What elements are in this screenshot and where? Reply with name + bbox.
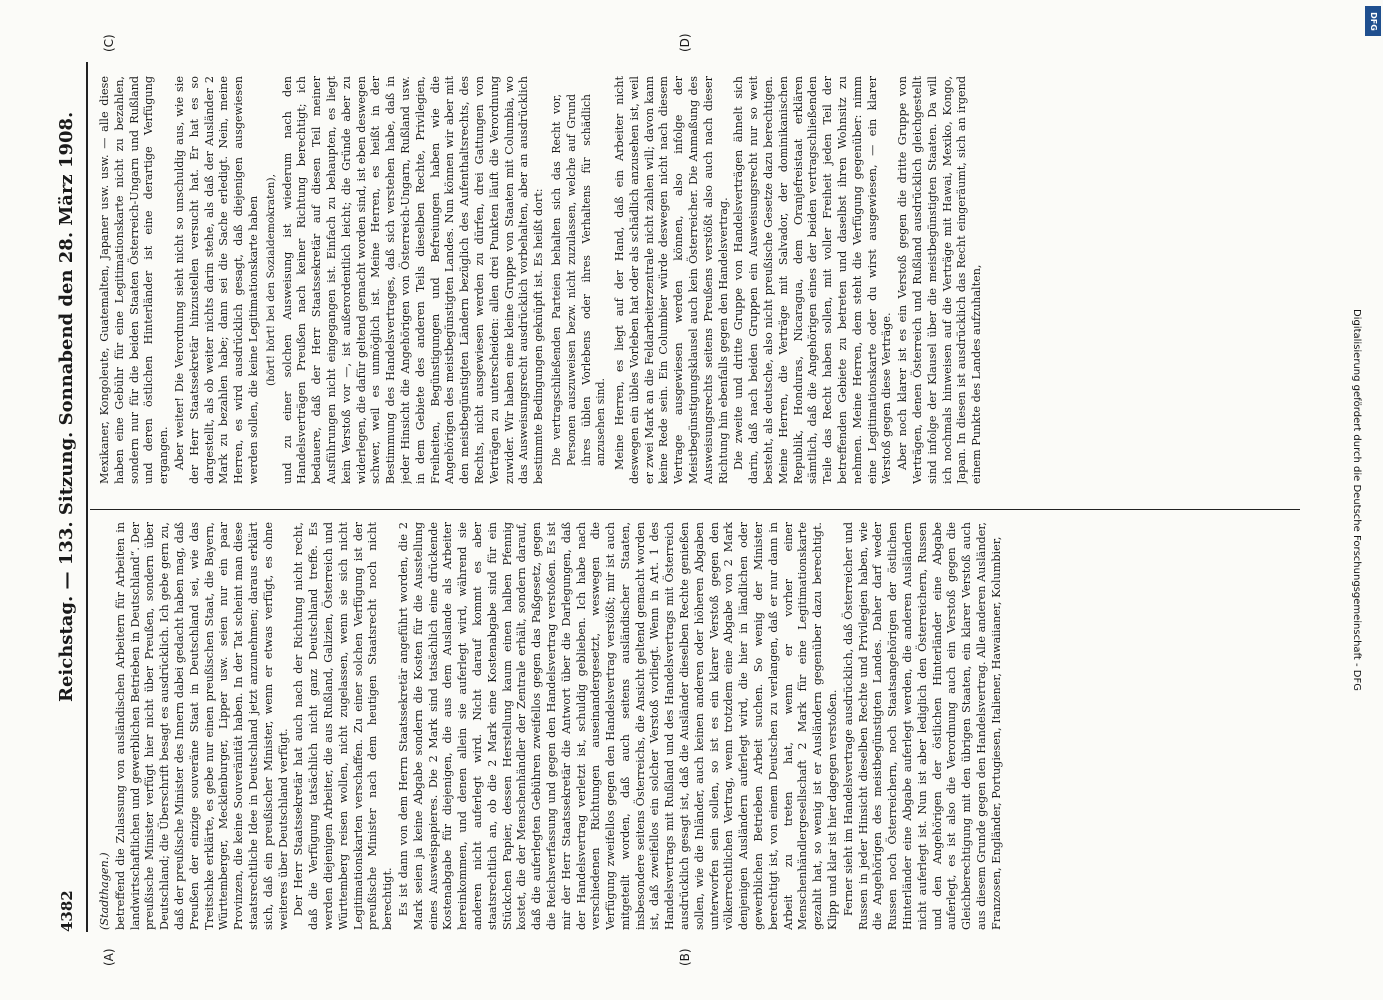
margin-marker-a: (A) — [101, 948, 116, 966]
header-rule — [86, 62, 88, 932]
dfg-logo — [1365, 6, 1381, 36]
paragraph: Es ist dann von dem Herrn Staatssekretär angeführt worden, die 2 Mark seien ja keine Abgabe sondern die Kosten für die Ausstellung eines Ausweispapieres. Die 2 Mark sind tatsächlich eine drückende Kostenabgabe für diejenigen, die aus dem Auslande als Arbeiter hereinkommen, und denen allein sie auferlegt wird, während sie anderen nicht auferlegt wird. Nicht darauf kommt es aber staatsrechtlich an, ob die 2 Mark eine Kostenabgabe sind für ein Stückchen Papier, dessen Herstellung kaum einen halben Pfennig kostet, die der Menschenhändler der Zentrale erhält, sondern darauf, daß die auferlegten Gebühren zweifellos gegen das Paßgesetz, gegen die Reichsverfassung und gegen den Handelsvertrag verstoßen. Es ist mir der Herr Staatssekretär die Antwort über die Darlegungen, daß der Handelsvertrag verletzt ist, schuldig geblieben. Ich habe nach verschiedenen Richtungen auseinandergesetzt, weswegen die Verfügung zweifellos gegen den Handelsvertrag verstößt; mir ist auch mitgeteilt worden, daß auch seitens ausländischer Staaten, insbesondere seitens Österreichs, die Ansicht geltend gemacht worden ist, daß zweifellos ein solcher Verstoß vorliegt. Wenn in Art. 1 des Handelsvertrags mit Rußland und des Handelsvertrags mit Österreich ausdrücklich gesagt ist, daß die Ausländer dieselben Rechte genießen sollen, wie die Inländer, auch keinen anderen oder höheren Abgaben unterworfen sein sollen, so ist es ein klarer Verstoß gegen den völkerrechtlichen Vertrag, wenn trotzdem eine Abgabe von 2 Mark denjenigen Ausländern auferlegt wird, die hier in ländlichen oder gewerblichen Betrieben Arbeit suchen. So wenig der Minister berechtigt ist, von einem Deutschen zu verlangen, daß er nur dann in Arbeit zu treten hat, wenn er vorher einer Menschenhändlergesellschaft 2 Mark für eine Legitimationskarte gezahlt hat, so wenig ist er Ausländern gegenüber dazu berechtigt. Klipp und klar ist hier dagegen verstoßen. — [396, 522, 839, 930]
margin-marker-b: (B) — [677, 948, 692, 966]
digitization-credit: Digitalisierung gefördert durch die Deutsche Forschungsgemeinschaft - DFG — [1351, 308, 1362, 691]
paragraph: Aber noch klarer ist es ein Verstoß gegen die dritte Gruppe von Verträgen, denen Österreich und Rußland ausdrücklich gleichgestellt sind infolge der Klausel über die meistbegünstigten Staaten. Da will ich nochmals hinweisen auf die Verträge mit Hawai, Mexiko, Kongo, Japan. In diesen ist ausdrücklich das Recht eingeräumt, sich an irgend einem Punkte des Landes aufzuhalten, — [895, 76, 983, 484]
paragraph: Mexikaner, Kongoleute, Guatemalten, Japaner usw. usw. — alle diese haben eine Gebühr für eine Legitimationskarte nicht zu bezahlen, sondern nur für die beiden Staaten Österreich-Ungarn und Rußland und deren östlichen Hinterländer ist eine derartige Verfügung ergangen. — [97, 76, 170, 484]
margin-marker-d: (D) — [677, 33, 692, 52]
margin-marker-c: (C) — [101, 34, 116, 52]
paragraph: Aber weiter! Die Verordnung sieht nicht so unschuldig aus, wie sie der Herr Staatssekretär hinzustellen versucht hat. Er hat es so dargestellt, als ob weiter nichts darin stehe, als daß der Ausländer 2 Mark zu bezahlen habe; dann sei die Sache erledigt. Nein, meine Herren, es wird ausdrücklich gesagt, daß diejenigen ausgewiesen werden sollen, die keine Legitimationskarte haben — [172, 76, 260, 484]
paragraph: Meine Herren, es liegt auf der Hand, daß ein Arbeiter nicht deswegen ein übles Vorleben hat oder als schädlich anzusehen ist, weil er zwei Mark an die Feldarbeiterzentrale nicht zahlen will; davon kann keine Rede sein. Ein Columbier würde deswegen nicht nach diesem Vertrage ausgewiesen werden können, also infolge der Meistbegünstigungsklausel auch kein Österreicher. Die Anmaßung des Ausweisungsrechts seitens Preußens verstößt also auch nach dieser Richtung hin ebenfalls gegen den Handelsvertrag. — [612, 76, 730, 484]
paragraph: Die zweite und dritte Gruppe von Handelsverträgen ähnelt sich darin, daß nach beiden Gruppen ein Ausweisungsrecht nur so weit besteht, als deutsche, also nicht preußische Gesetze dazu berechtigen. Meine Herren, die Verträge mit Salvador, der dominikanischen Republik, Honduras, Nicaragua, dem Oranjefreistaat erklären sämtlich, daß die Angehörigen eines der beiden vertragschließenden Teile das Recht haben sollen, mit voller Freiheit jeden Teil der betreffenden Gebiete zu betreten und daselbst ihren Wohnsitz zu nehmen. Meine Herren, dem steht die Verfügung gegenüber: nimm eine Legitimationskarte oder du wirst ausgewiesen, — ein klarer Verstoß gegen diese Verträge. — [731, 76, 893, 484]
right-text-column — [98, 76, 1298, 484]
running-header — [56, 62, 80, 932]
dfg-logo-text: DFG — [1368, 11, 1378, 31]
page-number: 4382 — [57, 890, 76, 932]
column-divider — [90, 509, 1300, 510]
paragraph: Der Herr Staatssekretär hat auch nach der Richtung nicht recht, daß die Verfügung tatsächlich nicht ganz Deutschland treffe. Es werden diejenigen Arbeiter, die aus Rußland, Galizien, Österreich und Württemberg reisen wollen, nicht zugelassen, wenn sie sich nicht Legitimationskarten verschaffen. Zu einer solchen Verfügung ist der preußische Minister nach dem heutigen Staatsrecht noch nicht berechtigt. — [291, 522, 394, 930]
page-title: Reichstag. — 133. Sitzung. Sonnabend den 28. März 1908. — [55, 111, 77, 702]
speaker-name: (Stadthagen.) — [97, 852, 111, 930]
paragraph: und zu einer solchen Ausweisung ist wiederum nach den Handelsverträgen Preußen nach keiner Richtung berechtigt; ich bedauere, daß der Herr Staatssekretär auf diesen Teil meiner Ausführungen nicht eingegangen ist. Einfach zu behaupten, es liegt kein Verstoß vor —, ist außerordentlich leicht; die Gründe aber zu widerlegen, die dafür geltend gemacht worden sind, ist eben deswegen schwer, weil es unmöglich ist. Meine Herren, es heißt in der Bestimmung des Handelsvertrages, daß sich verstehen habe, daß in jeder Hinsicht die Angehörigen von Österreich-Ungarn, Rußland usw. in dem Gebiete des anderen Teils dieselben Rechte, Privilegien, Freiheiten, Begünstigungen und Befreiungen haben wie die Angehörigen des meistbegünstigten Landes. Nun können wir aber mit den meistbegünstigten Ländern bezüglich des Aufenthaltsrechts, des Rechts, nicht ausgewiesen werden zu dürfen, drei Gattungen von Verträgen zu unterscheiden: allen drei Punkten läuft die Verordnung zuwider. Wir haben eine kleine Gruppe von Staaten mit Columbia, wo das Ausweisungsrecht ausdrücklich vorbehalten, aber an ausdrücklich bestimmte Bedingungen geknüpft ist. Es heißt dort: — [280, 76, 545, 484]
left-text-column — [98, 522, 1298, 930]
paragraph: Ferner sieht im Handelsvertrage ausdrücklich, daß Österreicher und Russen in jeder Hinsicht dieselben Rechte und Privilegien haben, wie die Angehörigen des meistbegünstigten Landes. Daher darf weder Russen noch Österreichern, noch Staatsangehörigen der östlichen Hinterländer eine Abgabe auferlegt werden, die anderen Ausländern nicht auferlegt ist. Nun ist aber lediglich den Österreichern, Russen und den Angehörigen der östlichen Hinterländer eine Abgabe auferlegt, es ist also die Verordnung auch ein Verstoß gegen die Gleichberechtigung mit den übrigen Staaten, ein klarer Verstoß auch aus diesem Grunde gegen den Handelsvertrag. Alle anderen Ausländer, Franzosen, Engländer, Portugiesen, Italiener, Hawaiianer, Kolumbier, — [841, 522, 1003, 930]
interjection: (hört! hört! bei den Sozialdemokraten), — [264, 174, 277, 386]
quoted-passage: Die vertragschließenden Parteien behalten sich das Recht vor, Personen auszuweisen bezw. nicht zuzulassen, welche auf Grund ihres üblen Vorlebens oder ihres Verhaltens für schädlich anzusehen sind. — [549, 94, 607, 466]
document-page — [42, 20, 1342, 980]
paragraph: betreffend die Zulassung von ausländischen Arbeitern für Arbeiten in landwirtschaftlichen und gewerblichen Betrieben in Deutschland“. Der preußische Minister verfügt hier nicht über Preußen, sondern über Deutschland; die Überschrift besagt es ausdrücklich. Ich gebe gern zu, daß der preußische Minister des Innern dabei gedacht haben mag, daß Preußen der einzige souveräne Staat in Deutschland sei, wie das Treitschke erklärte, es gebe nur einen preußischen Staat, die Bayern, Württemberger, Mecklenburger, Lipper usw. seien nur ein paar Provinzen, die keine Souveränität haben. In der Tat scheint man diese staatsrechtliche Idee in Deutschland jetzt anzunehmen; daraus erklärt sich, daß ein preußischer Minister, wenn er etwas verfügt, es ohne weiteres über Deutschland verfügt. — [113, 522, 290, 930]
